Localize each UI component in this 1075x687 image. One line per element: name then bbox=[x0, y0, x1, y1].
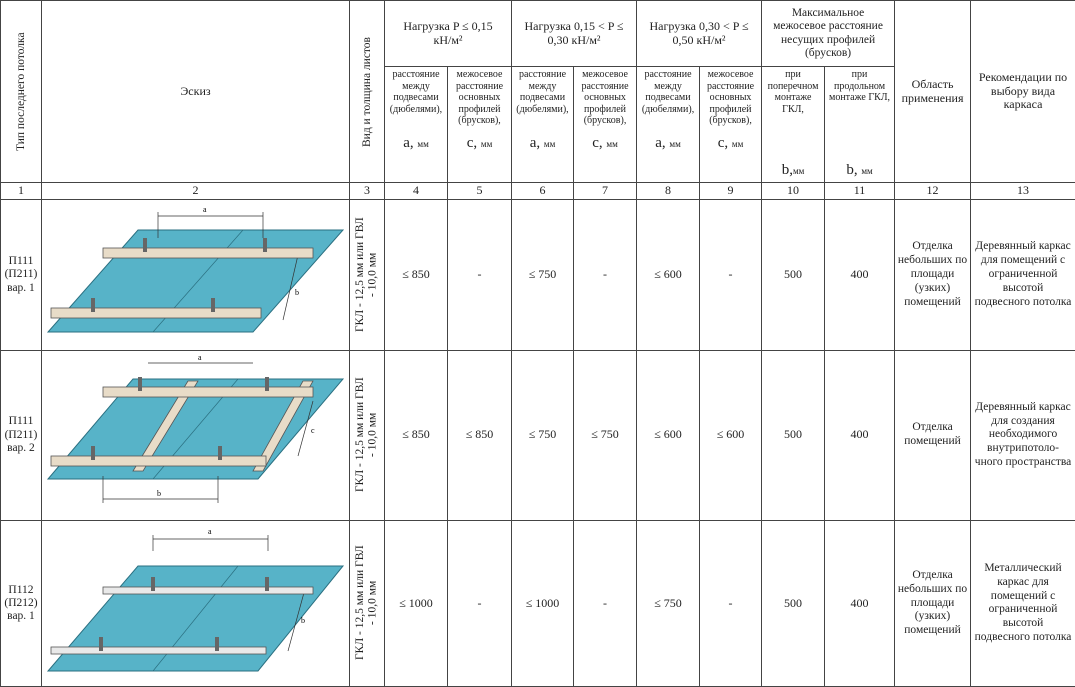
c1-cell: - bbox=[448, 200, 512, 351]
recommendation-cell: Деревянный каркас для создания необходимого внутрипотоло-чного пространства bbox=[971, 350, 1075, 520]
metal-profile-icon bbox=[51, 647, 266, 654]
sketch-timber-single bbox=[43, 200, 349, 346]
sub-a-1: расстояние между подвесами (дюбелями), a, мм bbox=[385, 67, 448, 183]
timber-batten-icon bbox=[103, 248, 313, 258]
b-long-cell: 400 bbox=[825, 200, 895, 351]
area-cell: Отделка небольших по площади (узких) помещений bbox=[895, 520, 971, 687]
table-row bbox=[1, 200, 1075, 351]
sub-c-2: межосевое расстояние основных профилей (брусков), c, мм bbox=[574, 67, 637, 183]
a3-cell: ≤ 750 bbox=[637, 520, 700, 687]
sheets-cell: ГКЛ - 12,5 мм или ГВЛ - 10,0 мм bbox=[350, 520, 385, 687]
a1-cell: ≤ 850 bbox=[385, 350, 448, 520]
sketch-cell bbox=[42, 350, 350, 520]
c3-cell: - bbox=[700, 200, 762, 351]
header-recommendations: Рекомендации по выбору вида каркаса bbox=[971, 1, 1075, 183]
header-load-2: Нагрузка 0,15 < P ≤ 0,30 кН/м² bbox=[512, 1, 637, 67]
b-long-cell: 400 bbox=[825, 350, 895, 520]
timber-batten-icon bbox=[103, 387, 313, 397]
sketch-cell bbox=[42, 200, 350, 351]
a2-cell: ≤ 1000 bbox=[512, 520, 574, 687]
sub-b-long: при продольном монтаже ГКЛ, b, мм bbox=[825, 67, 895, 183]
area-cell: Отделка небольших по площади (узких) помещений bbox=[895, 200, 971, 351]
header-sketch: Эскиз bbox=[42, 1, 350, 183]
c3-cell: - bbox=[700, 520, 762, 687]
c1-cell: - bbox=[448, 520, 512, 687]
timber-batten-icon bbox=[51, 308, 261, 318]
type-cell: П111 (П211) вар. 2 bbox=[1, 350, 42, 520]
c3-cell: ≤ 600 bbox=[700, 350, 762, 520]
b-cross-cell: 500 bbox=[762, 200, 825, 351]
c2-cell: - bbox=[574, 520, 637, 687]
a1-cell: ≤ 850 bbox=[385, 200, 448, 351]
header-load-3: Нагрузка 0,30 < P ≤ 0,50 кН/м² bbox=[637, 1, 762, 67]
type-cell: П112 (П212) вар. 1 bbox=[1, 520, 42, 687]
a1-cell: ≤ 1000 bbox=[385, 520, 448, 687]
sub-a-3: расстояние между подвесами (дюбелями), a, мм bbox=[637, 67, 700, 183]
a3-cell: ≤ 600 bbox=[637, 200, 700, 351]
sub-c-1: межосевое расстояние основных профилей (брусков), c, мм bbox=[448, 67, 512, 183]
sheets-cell: ГКЛ - 12,5 мм или ГВЛ - 10,0 мм bbox=[350, 350, 385, 520]
header-type: Тип последнего потолка bbox=[1, 1, 42, 183]
dim-label-a: a bbox=[198, 353, 202, 362]
c2-cell: - bbox=[574, 200, 637, 351]
dim-label-b: b bbox=[301, 616, 305, 625]
header-max-distance: Максимальное межосевое расстояние несущих профилей (брусков) bbox=[762, 1, 895, 67]
sketch-cell bbox=[42, 520, 350, 687]
timber-batten-icon bbox=[51, 456, 266, 466]
recommendation-cell: Металлический каркас для помещений с ограниченной высотой подвесного потолка bbox=[971, 520, 1075, 687]
b-long-cell: 400 bbox=[825, 520, 895, 687]
dim-label-b: b bbox=[295, 288, 299, 297]
metal-profile-icon bbox=[103, 587, 313, 594]
a2-cell: ≤ 750 bbox=[512, 350, 574, 520]
sub-a-2: расстояние между подвесами (дюбелями), a, мм bbox=[512, 67, 574, 183]
b-cross-cell: 500 bbox=[762, 520, 825, 687]
sketch-timber-double bbox=[43, 351, 349, 516]
b-cross-cell: 500 bbox=[762, 350, 825, 520]
sketch-metal-single bbox=[43, 521, 349, 683]
column-numbers-row: 1 2 3 4 5 6 7 8 9 10 11 12 13 bbox=[1, 183, 1075, 200]
header-sheets: Вид и толщина листов bbox=[350, 1, 385, 183]
dim-label-c: c bbox=[311, 426, 315, 435]
dim-label-b: b bbox=[157, 489, 161, 498]
a3-cell: ≤ 600 bbox=[637, 350, 700, 520]
a2-cell: ≤ 750 bbox=[512, 200, 574, 351]
area-cell: Отделка помещений bbox=[895, 350, 971, 520]
recommendation-cell: Деревянный каркас для помещений с ограниченной высотой подвесного потолка bbox=[971, 200, 1075, 351]
table-row bbox=[1, 350, 1075, 520]
dim-label-a: a bbox=[208, 527, 212, 536]
sub-c-3: межосевое расстояние основных профилей (брусков), c, мм bbox=[700, 67, 762, 183]
c1-cell: ≤ 850 bbox=[448, 350, 512, 520]
sheets-cell: ГКЛ - 12,5 мм или ГВЛ - 10,0 мм bbox=[350, 200, 385, 351]
type-cell: П111 (П211) вар. 1 bbox=[1, 200, 42, 351]
header-load-1: Нагрузка P ≤ 0,15 кН/м² bbox=[385, 1, 512, 67]
dim-label-a: a bbox=[203, 205, 207, 214]
sub-b-cross: при поперечном монтаже ГКЛ, b,мм bbox=[762, 67, 825, 183]
c2-cell: ≤ 750 bbox=[574, 350, 637, 520]
table-row bbox=[1, 520, 1075, 687]
header-area: Область применения bbox=[895, 1, 971, 183]
